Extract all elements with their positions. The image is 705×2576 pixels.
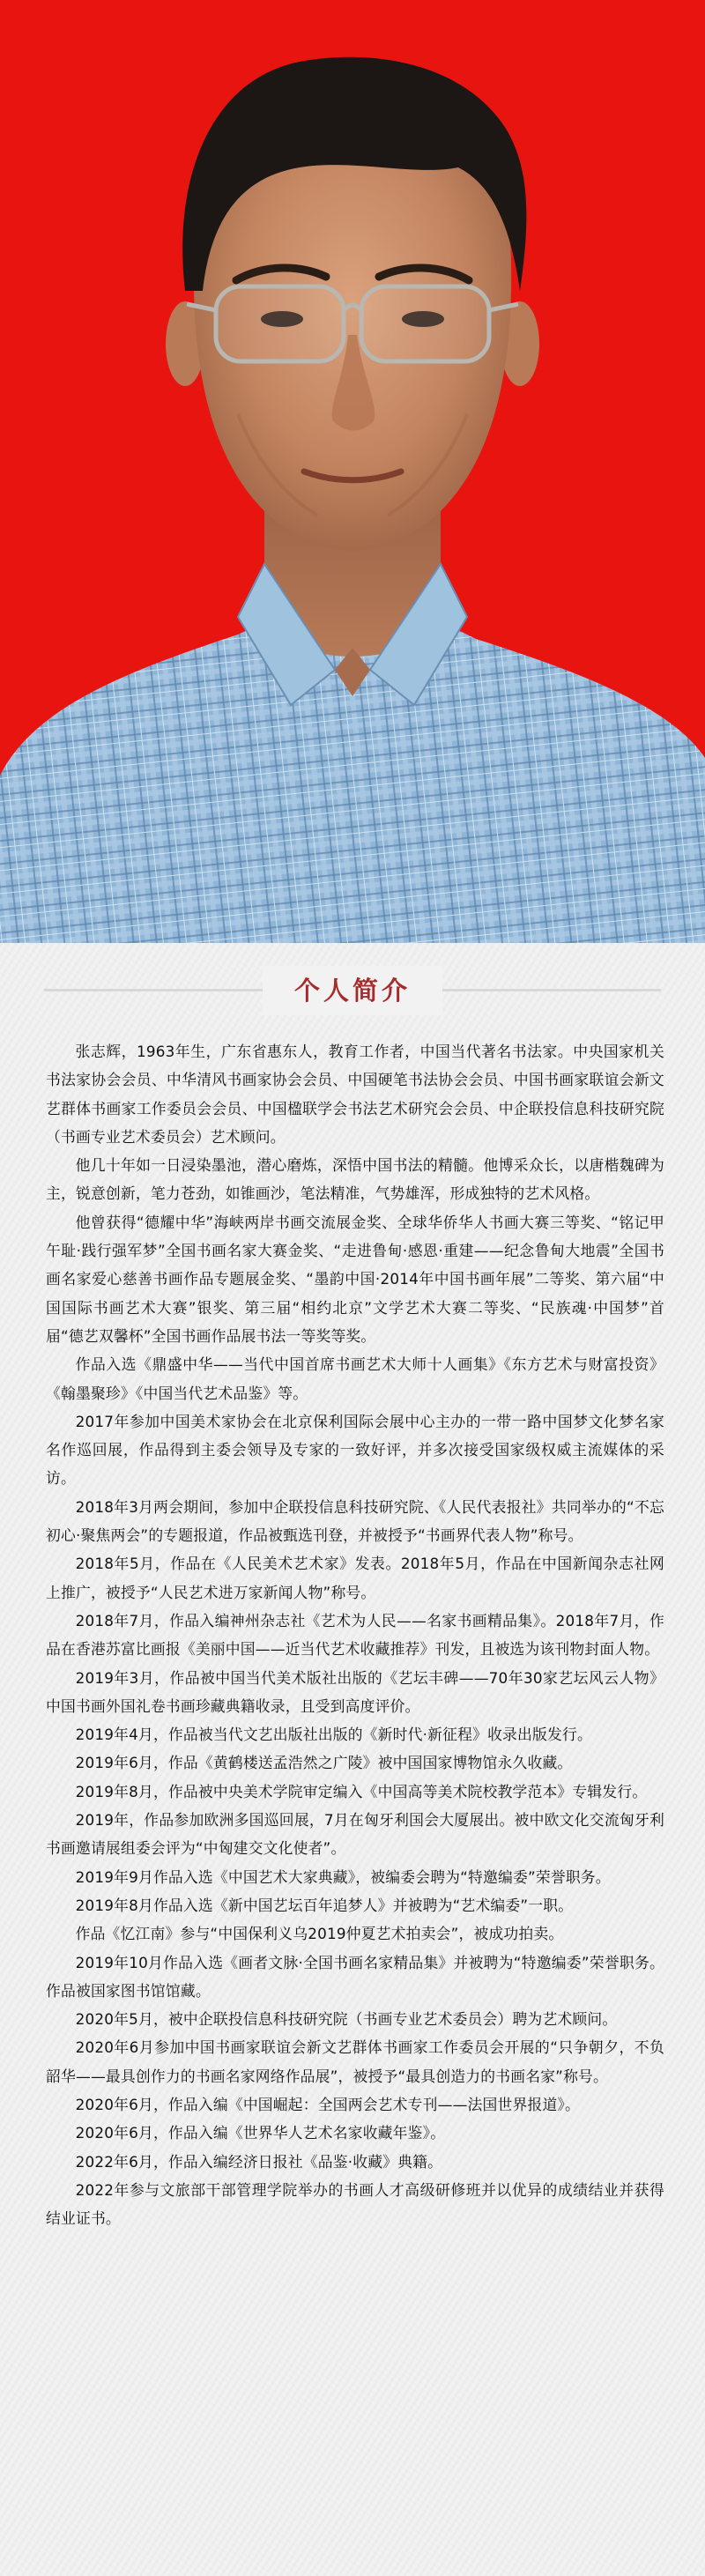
portrait-illustration — [0, 0, 705, 943]
bio-paragraph: 2020年5月，被中企联投信息科技研究院（书画专业艺术委员会）聘为艺术顾问。 — [75, 2010, 618, 2029]
bio-paragraph: 2018年5月，作品在《人民美术艺术家》发表。2018年5月，作品在中国新闻杂志社网上推广，被授予“人民艺术进万家新闻人物”称号。 — [46, 1555, 664, 1601]
bio-paragraph: 他几十年如一日浸染墨池，潜心磨炼，深悟中国书法的精髓。他博采众长，以唐楷魏碑为主，锐意创新，笔力苍劲，如锥画沙，笔法精准，气势雄浑，形成独特的艺术风格。 — [46, 1156, 664, 1203]
bio-paragraph: 2019年6月，作品《黄鹤楼送孟浩然之广陵》被中国国家博物馆永久收藏。 — [75, 1754, 573, 1772]
bio-paragraph: 2020年6月，作品入编《中国崛起：全国两会艺术专刊——法国世界报道》。 — [75, 2095, 581, 2113]
bio-paragraph: 2018年7月，作品入编神州杂志社《艺术为人民——名家书画精品集》。2018年7月，作品在香港苏富比画报《美丽中国——近当代艺术收藏推荐》刊发，且被选为该刊物封面人物。 — [46, 1611, 664, 1659]
bio-paragraph: 2020年6月，作品入编《世界华人艺术名家收藏年鉴》。 — [75, 2124, 446, 2142]
bio-paragraph: 张志辉，1963年生，广东省惠东人，教育工作者，中国当代著名书法家。中央国家机关书法家协会会员、中华清风书画家协会会员、中国硬笔书法协会会员、中国书画家联谊会新文艺群体书画家工作委员会会员、中国楹联学会书法艺术研究会会员、中企联投信息科技研究院（书画专业艺术委员会）艺术顾问。 — [46, 1043, 664, 1146]
bio-paragraph: 2019年8月作品入选《新中国艺坛百年追梦人》并被聘为“艺术编委”一职。 — [75, 1896, 574, 1914]
bio-paragraph: 2019年4月，作品被当代文艺出版社出版的《新时代·新征程》收录出版发行。 — [75, 1726, 592, 1744]
bio-paragraph: 作品入选《鼎盛中华——当代中国首席书画艺术大师十人画集》《东方艺术与财富投资》《翰墨聚珍》《中国当代艺术品鉴》等。 — [46, 1355, 664, 1402]
bio-panel — [0, 943, 705, 2576]
bio-paragraph: 2020年6月参加中国书画家联谊会新文艺群体书画家工作委员会开展的“只争朝夕，不负韶华——最具创作力的书画名家网络作品展”，被授予“最具创造力的书画名家”称号。 — [46, 2038, 664, 2085]
bio-heading — [0, 966, 705, 1015]
bio-paragraph: 2022年6月，作品入编经济日报社《品鉴·收藏》典籍。 — [75, 2152, 443, 2171]
bio-paragraph: 2018年3月两会期间，参加中企联投信息科技研究院、《人民代表报社》共同举办的“不忘初心·聚焦两会”的专题报道，作品被甄选刊登，并被授予“书画界代表人物”称号。 — [46, 1497, 664, 1545]
bio-paragraph: 2019年，作品参加欧洲多国巡回展，7月在匈牙利国会大厦展出。被中欧文化交流匈牙利书画邀请展组委会评为“中匈建交文化使者”。 — [46, 1811, 664, 1858]
bio-paragraph: 2019年3月，作品被中国当代美术版社出版的《艺坛丰碑——70年30家艺坛风云人物》中国书画外国礼卷书画珍藏典籍收录，且受到高度评价。 — [46, 1668, 664, 1715]
bio-paragraph: 2019年8月，作品被中央美术学院审定编入《中国高等美术院校教学范本》专辑发行。 — [75, 1782, 648, 1800]
left-lens — [216, 286, 344, 361]
bio-title: 个人简介 — [293, 976, 411, 1006]
bio-paragraph: 2019年10月作品入选《画者文脉·全国书画名家精品集》并被聘为“特邀编委”荣誉职务。作品被国家图书馆馆藏。 — [46, 1953, 664, 2000]
bio-paragraph: 2019年9月作品入选《中国艺术大家典藏》，被编委会聘为“特邀编委”荣誉职务。 — [75, 1867, 611, 1886]
bio-paragraph: 他曾获得“德耀中华”海峡两岸书画交流展金奖、全球华侨华人书画大赛三等奖、“铭记甲午耻·践行强军梦”全国书画名家大赛金奖、“走进鲁甸·感恩·重建——纪念鲁甸大地震”全国书画名家爱心慈善书画作品专题展金奖、“墨韵中国·2014年中国书画年展”二等奖、第六届“中国国际书画艺术大赛”银奖、第三届“相约北京”文学艺术大赛二等奖、“民族魂·中国梦”首届“德艺双馨杯”全国书画作品展书法一等奖等奖。 — [46, 1213, 664, 1345]
heading-title-wrap — [263, 966, 442, 1015]
bio-paragraph: 2017年参加中国美术家协会在北京保利国际会展中心主办的一带一路中国梦文化梦名家名作巡回展，作品得到主委会领导及专家的一致好评，并多次接受国家级权威主流媒体的采访。 — [46, 1412, 664, 1488]
portrait-photo — [0, 0, 705, 943]
bio-paragraphs — [46, 1037, 664, 2232]
right-lens — [361, 286, 489, 361]
bio-paragraph: 作品《忆江南》参与“中国保利义乌2019仲夏艺术拍卖会”，被成功拍卖。 — [75, 1925, 564, 1943]
bio-paragraph: 2022年参与文旅部干部管理学院举办的书画人才高级研修班并以优异的成绩结业并获得结业证书。 — [46, 2180, 664, 2228]
